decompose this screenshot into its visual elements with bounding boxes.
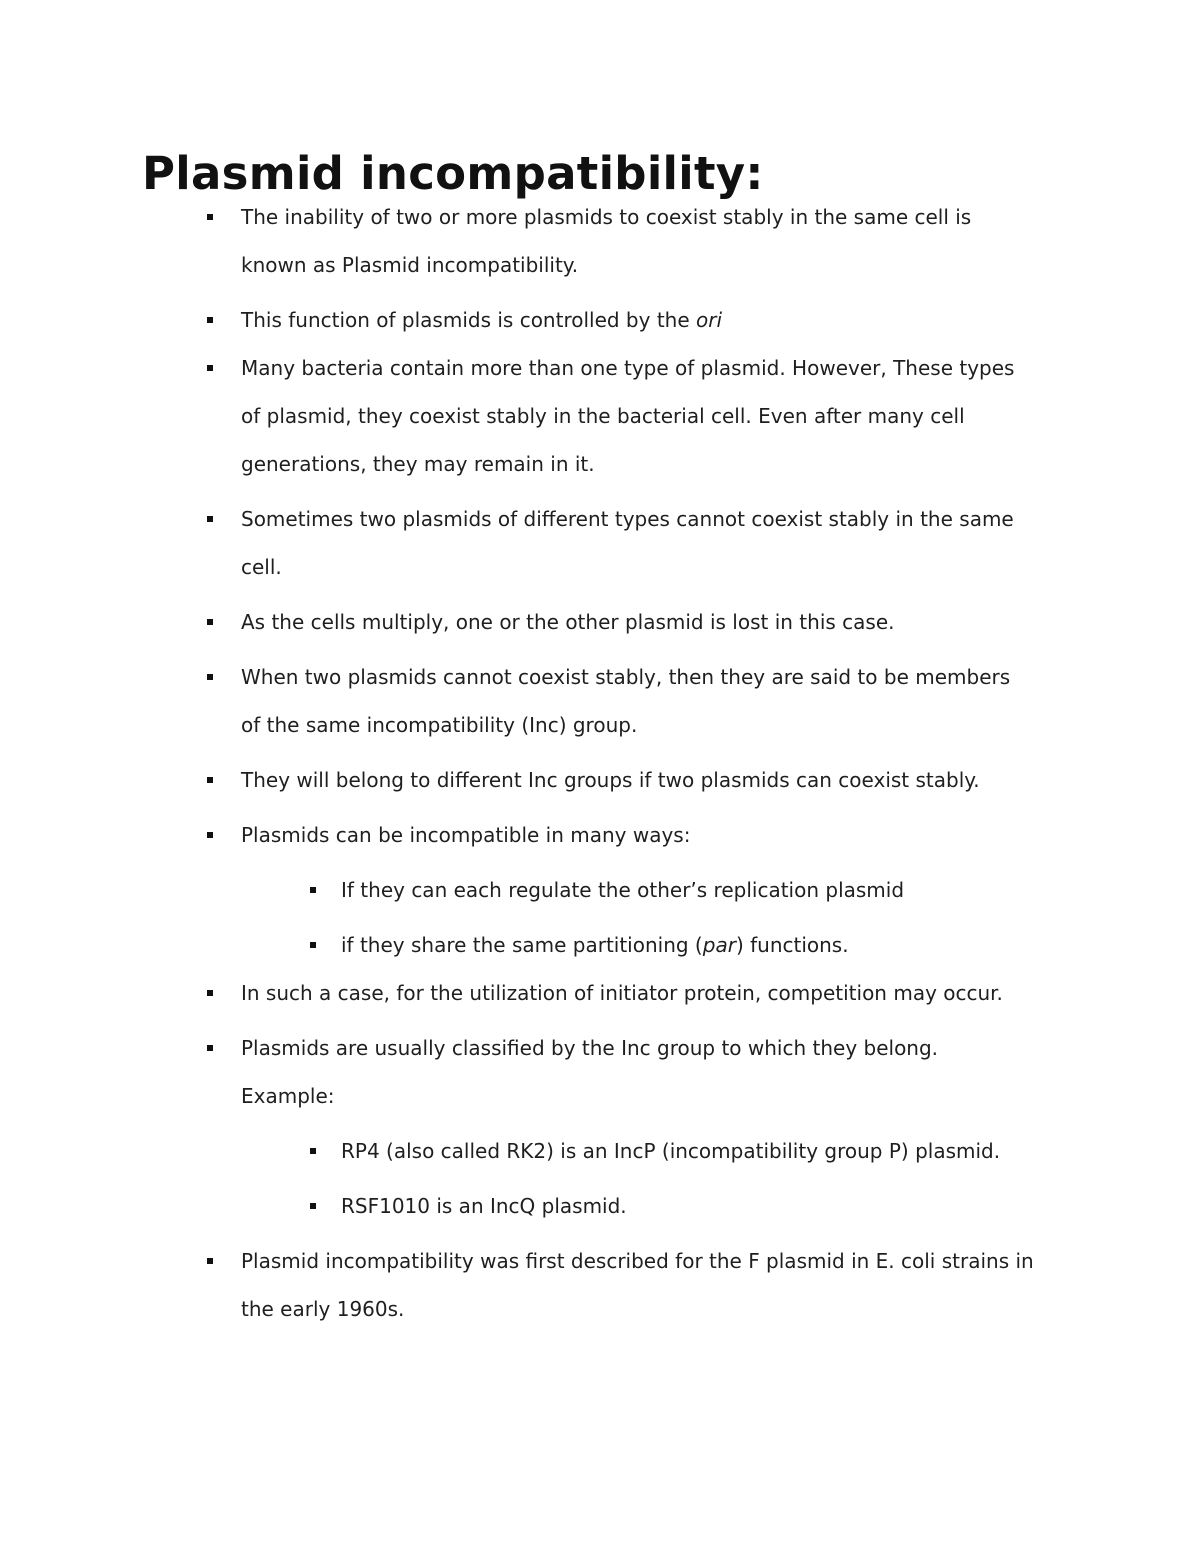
list-item [241,344,1076,488]
item-line: When two plasmids cannot coexist stably, then they are said to be members [241,665,1011,689]
item-line: Plasmids are usually classified by the Inc group to which they belong. [241,1036,939,1060]
list-item [241,598,1076,646]
item-line [341,921,1076,969]
item-line: cell. [241,555,282,579]
item-line: Plasmids can be incompatible in many ways: [241,823,691,847]
item-line: the early 1960s. [241,1297,405,1321]
item-line: RP4 (also called RK2) is an IncP (incompatibility group P) plasmid. [341,1139,1001,1163]
list-item [241,296,1076,344]
item-line: generations, they may remain in it. [241,452,595,476]
item-line: As the cells multiply, one or the other plasmid is lost in this case. [241,610,895,634]
page-title: Plasmid incompatibility: [142,147,764,200]
item-text: This function of plasmids is controlled by the [241,308,696,332]
item-line: Many bacteria contain more than one type of plasmid. However, These types [241,356,1015,380]
item-italic: ori [696,308,723,332]
list-item [241,1024,1076,1120]
list-item [241,495,1076,591]
sub-list-item [341,1127,1076,1175]
item-italic: par [702,933,736,957]
item-text: if they share the same partitioning ( [341,933,703,957]
item-line: The inability of two or more plasmids to coexist stably in the same cell is [241,205,972,229]
item-line: Plasmid incompatibility was first described for the F plasmid in E. coli strains in [241,1249,1034,1273]
list-item [241,1237,1076,1333]
item-line: They will belong to different Inc groups if two plasmids can coexist stably. [241,768,980,792]
sub-list-item [341,921,1076,969]
item-line: In such a case, for the utilization of initiator protein, competition may occur. [241,981,1003,1005]
list-item [241,193,1076,289]
list-item [241,756,1076,804]
sub-list-item [341,1182,1076,1230]
item-line: Example: [241,1084,335,1108]
item-line: known as Plasmid incompatibility. [241,253,579,277]
list-item [241,969,1076,1017]
item-text: ) functions. [735,933,849,957]
item-line [241,296,1076,344]
item-line: of the same incompatibility (Inc) group. [241,713,638,737]
sub-list-item [341,866,1076,914]
item-line: If they can each regulate the other’s replication plasmid [341,878,905,902]
list-item [241,653,1076,749]
item-line: RSF1010 is an IncQ plasmid. [341,1194,627,1218]
item-line: Sometimes two plasmids of different types cannot coexist stably in the same [241,507,1014,531]
item-line: of plasmid, they coexist stably in the bacterial cell. Even after many cell [241,404,965,428]
list-item [241,811,1076,859]
